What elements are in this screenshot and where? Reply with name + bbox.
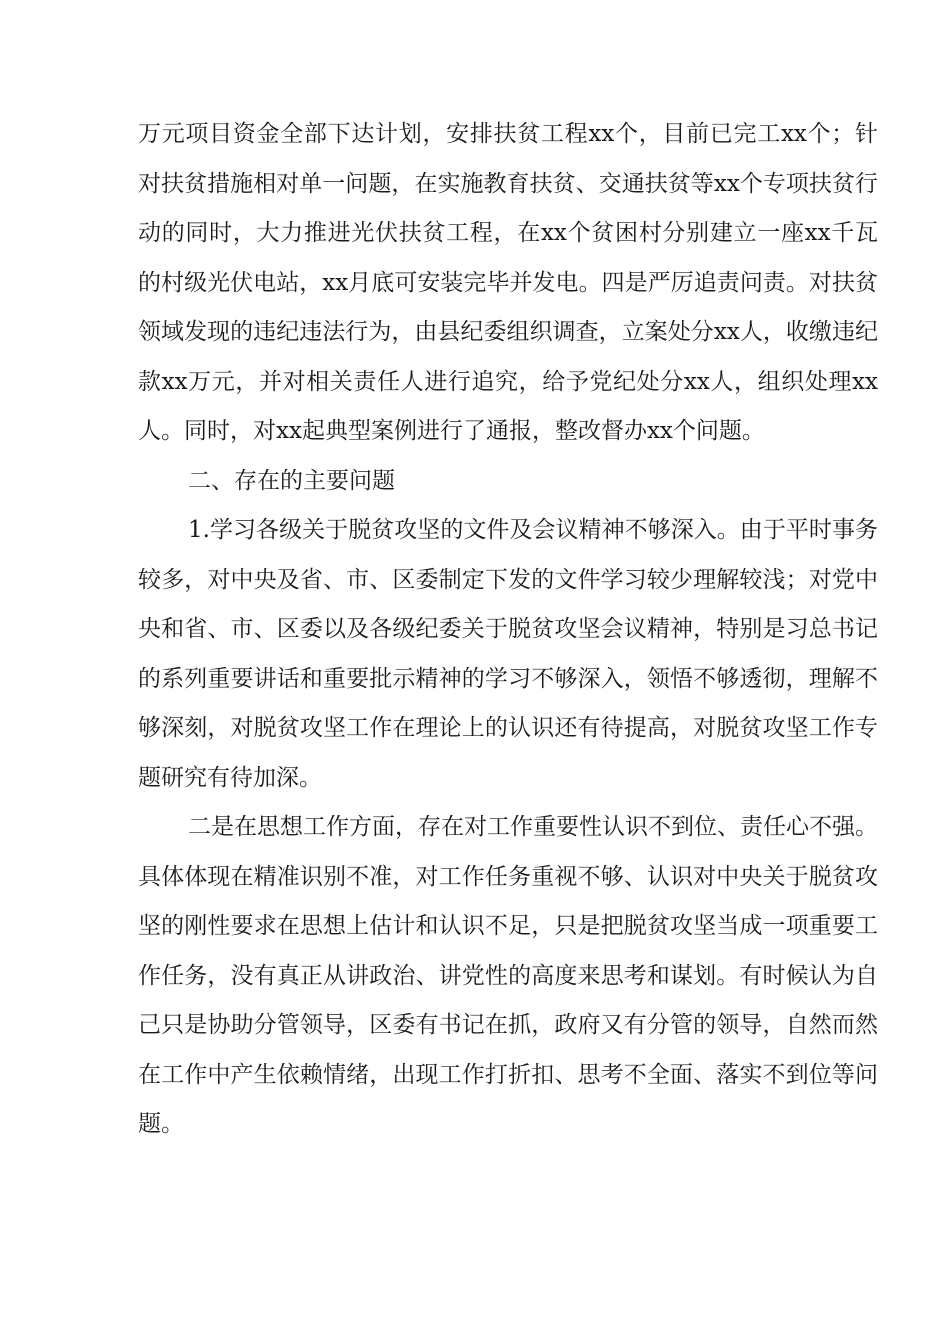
document-body	[138, 110, 878, 1150]
paragraph-poverty-measures: 万元项目资金全部下达计划，安排扶贫工程xx个，目前已完工xx个；针对扶贫措施相对单一问题，在实施教育扶贫、交通扶贫等xx个专项扶贫行动的同时，大力推进光伏扶贫工程，在xx个贫困村分别建立一座xx千瓦的村级光伏电站，xx月底可安装完毕并发电。四是严厉追责问责。对扶贫领域发现的违纪违法行为，由县纪委组织调查，立案处分xx人，收缴违纪款xx万元，并对相关责任人进行追究，给予党纪处分xx人，组织处理xx人。同时，对xx起典型案例进行了通报，整改督办xx个问题。	[138, 121, 878, 444]
section-heading-main-problems: 二、存在的主要问题	[188, 467, 395, 494]
paragraph-study-problem: 1.学习各级关于脱贫攻坚的文件及会议精神不够深入。由于平时事务较多，对中央及省、市、区委制定下发的文件学习较少理解较浅；对党中央和省、市、区委以及各级纪委关于脱贫攻坚会议精神，特别是习总书记的系列重要讲话和重要批示精神的学习不够深入，领悟不够透彻，理解不够深刻，对脱贫攻坚工作在理论上的认识还有待提高，对脱贫攻坚工作专题研究有待加深。	[138, 517, 878, 791]
paragraph-thinking-problem: 二是在思想工作方面，存在对工作重要性认识不到位、责任心不强。具体体现在精准识别不准，对工作任务重视不够、认识对中央关于脱贫攻坚的刚性要求在思想上估计和认识不足，只是把脱贫攻坚当成一项重要工作任务，没有真正从讲政治、讲党性的高度来思考和谋划。有时候认为自己只是协助分管领导，区委有书记在抓，政府又有分管的领导，自然而然在工作中产生依赖情绪，出现工作打折扣、思考不全面、落实不到位等问题。	[138, 814, 878, 1137]
